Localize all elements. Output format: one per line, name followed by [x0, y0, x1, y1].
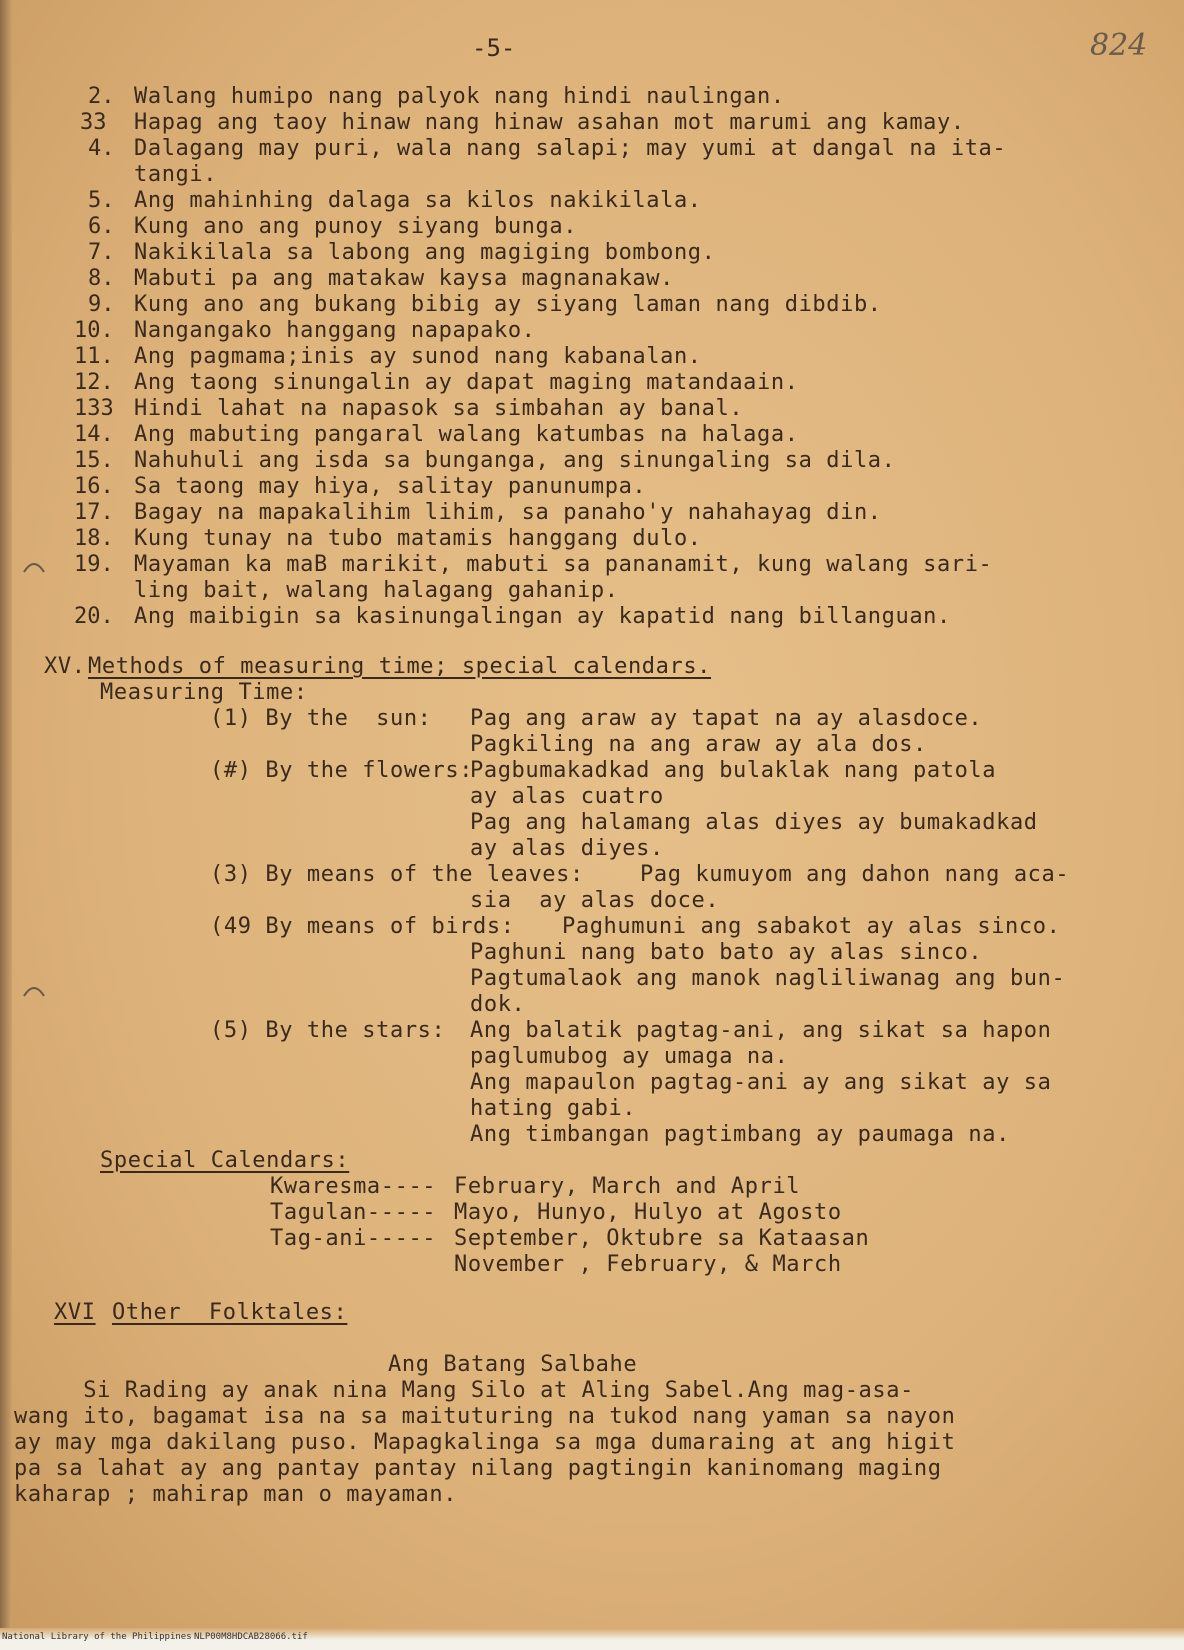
list-item: Dalagang may puri, wala nang salapi; may yumi at dangal na ita-	[134, 136, 1007, 161]
list-item-number: 11.	[74, 344, 114, 369]
method-line: Ang balatik pagtag-ani, ang sikat sa hapon	[470, 1018, 1052, 1043]
list-item: Ang maibigin sa kasinungalingan ay kapatid nang billanguan.	[134, 604, 951, 629]
punch-hole-icon	[22, 980, 46, 1004]
list-item-number: 6.	[88, 214, 115, 239]
section-number: XVI	[54, 1300, 96, 1325]
method-line: Ang timbangan pagtimbang ay paumaga na.	[470, 1122, 1010, 1147]
method-label: (49 By means of birds:	[210, 914, 515, 939]
list-item-number: 133	[74, 396, 114, 421]
list-item: Ang pagmama;inis ay sunod nang kabanalan.	[134, 344, 702, 369]
list-item: Mayaman ka maB marikit, mabuti sa pananamit, kung walang sari-	[134, 552, 993, 577]
section-heading: Methods of measuring time; special calendars.	[88, 654, 712, 679]
list-item: Bagay na mapakalihim lihim, sa panaho'y nahahayag din.	[134, 500, 882, 525]
paragraph-line: ay may mga dakilang puso. Mapagkalinga sa mga dumaraing at ang higit	[14, 1430, 956, 1455]
footer-filename: NLP00M8HDCAB28066.tif	[194, 1632, 308, 1642]
list-item-number: 19.	[74, 552, 114, 577]
list-item: Hindi lahat na napasok sa simbahan ay banal.	[134, 396, 744, 421]
handwritten-page-number: 824	[1090, 28, 1148, 63]
method-line: dok.	[470, 992, 526, 1017]
page-number: -5-	[472, 34, 516, 62]
list-item: Nahuhuli ang isda sa bunganga, ang sinungaling sa dila.	[134, 448, 896, 473]
list-item: Sa taong may hiya, salitay panunumpa.	[134, 474, 647, 499]
subsection-label: Measuring Time:	[100, 680, 308, 705]
list-item-number: 14.	[74, 422, 114, 447]
method-line: Paghuni nang bato bato ay alas sinco.	[470, 940, 983, 965]
story-title: Ang Batang Salbahe	[388, 1352, 638, 1377]
calendar-months: Mayo, Hunyo, Hulyo at Agosto	[454, 1200, 842, 1225]
list-item-number: 18.	[74, 526, 114, 551]
list-item-number: 8.	[88, 266, 115, 291]
list-item-number: 4.	[88, 136, 115, 161]
list-item-number: 33	[80, 110, 107, 135]
calendar-months: September, Oktubre sa Kataasan	[454, 1226, 870, 1251]
calendar-months: February, March and April	[454, 1174, 801, 1199]
calendar-name: Kwaresma----	[270, 1174, 437, 1199]
method-line: Pagtumalaok ang manok nagliliwanag ang bun-	[470, 966, 1066, 991]
method-label: (5) By the stars:	[210, 1018, 446, 1043]
list-item: Kung ano ang punoy siyang bunga.	[134, 214, 578, 239]
method-line: ay alas cuatro	[470, 784, 664, 809]
method-line: ay alas diyes.	[470, 836, 664, 861]
page-binding-edge	[0, 0, 12, 1650]
section-number: XV.	[44, 654, 86, 679]
list-item-number: 10.	[74, 318, 114, 343]
list-item: Kung ano ang bukang bibig ay siyang laman nang dibdib.	[134, 292, 882, 317]
list-item-continuation: ling bait, walang halagang gahanip.	[134, 578, 619, 603]
list-item: Ang mabuting pangaral walang katumbas na halaga.	[134, 422, 799, 447]
list-item-number: 16.	[74, 474, 114, 499]
list-item-number: 15.	[74, 448, 114, 473]
footer-source: National Library of the Philippines	[2, 1632, 192, 1642]
list-item-number: 2.	[88, 84, 115, 109]
list-item: Hapag ang taoy hinaw nang hinaw asahan mot marumi ang kamay.	[134, 110, 965, 135]
list-item: Nakikilala sa labong ang magiging bombong.	[134, 240, 716, 265]
list-item-number: 20.	[74, 604, 114, 629]
list-item-number: 17.	[74, 500, 114, 525]
paragraph-line: wang ito, bagamat isa na sa maituturing na tukod nang yaman sa nayon	[14, 1404, 956, 1429]
method-label: (#) By the flowers:	[210, 758, 474, 783]
paragraph-line: Si Rading ay anak nina Mang Silo at Aling Sabel.Ang mag-asa-	[14, 1378, 914, 1403]
method-line: Ang mapaulon pagtag-ani ay ang sikat ay sa	[470, 1070, 1052, 1095]
method-line: paglumubog ay umaga na.	[470, 1044, 789, 1069]
method-line: sia ay alas doce.	[470, 888, 720, 913]
list-item-number: 9.	[88, 292, 115, 317]
method-line: hating gabi.	[470, 1096, 637, 1121]
calendar-name: Tagulan-----	[270, 1200, 437, 1225]
method-line: Paghumuni ang sabakot ay alas sinco.	[562, 914, 1061, 939]
method-line: Pag ang halamang alas diyes ay bumakadkad	[470, 810, 1038, 835]
section-heading: Other Folktales:	[112, 1300, 348, 1325]
calendar-name: Tag-ani-----	[270, 1226, 437, 1251]
calendar-months: November , February, & March	[454, 1252, 842, 1277]
list-item: Ang mahinhing dalaga sa kilos nakikilala.	[134, 188, 702, 213]
method-line: Pagbumakadkad ang bulaklak nang patola	[470, 758, 997, 783]
method-line: Pag kumuyom ang dahon nang aca-	[640, 862, 1070, 887]
list-item-number: 7.	[88, 240, 115, 265]
method-label: (1) By the sun:	[210, 706, 432, 731]
list-item: Ang taong sinungalin ay dapat maging matandaain.	[134, 370, 799, 395]
punch-hole-icon	[22, 556, 46, 580]
list-item: Kung tunay na tubo matamis hanggang dulo.	[134, 526, 702, 551]
paragraph-line: pa sa lahat ay ang pantay pantay nilang pagtingin kaninomang maging	[14, 1456, 942, 1481]
list-item-number: 12.	[74, 370, 114, 395]
list-item: Nangangako hanggang napapako.	[134, 318, 536, 343]
subsection-heading: Special Calendars:	[100, 1148, 350, 1173]
list-item-continuation: tangi.	[134, 162, 218, 187]
method-label: (3) By means of the leaves:	[210, 862, 584, 887]
method-line: Pag ang araw ay tapat na ay alasdoce.	[470, 706, 983, 731]
list-item: Walang humipo nang palyok nang hindi naulingan.	[134, 84, 785, 109]
paragraph-line: kaharap ; mahirap man o mayaman.	[14, 1482, 458, 1507]
list-item-number: 5.	[88, 188, 115, 213]
method-line: Pagkiling na ang araw ay ala dos.	[470, 732, 927, 757]
list-item: Mabuti pa ang matakaw kaysa magnanakaw.	[134, 266, 674, 291]
